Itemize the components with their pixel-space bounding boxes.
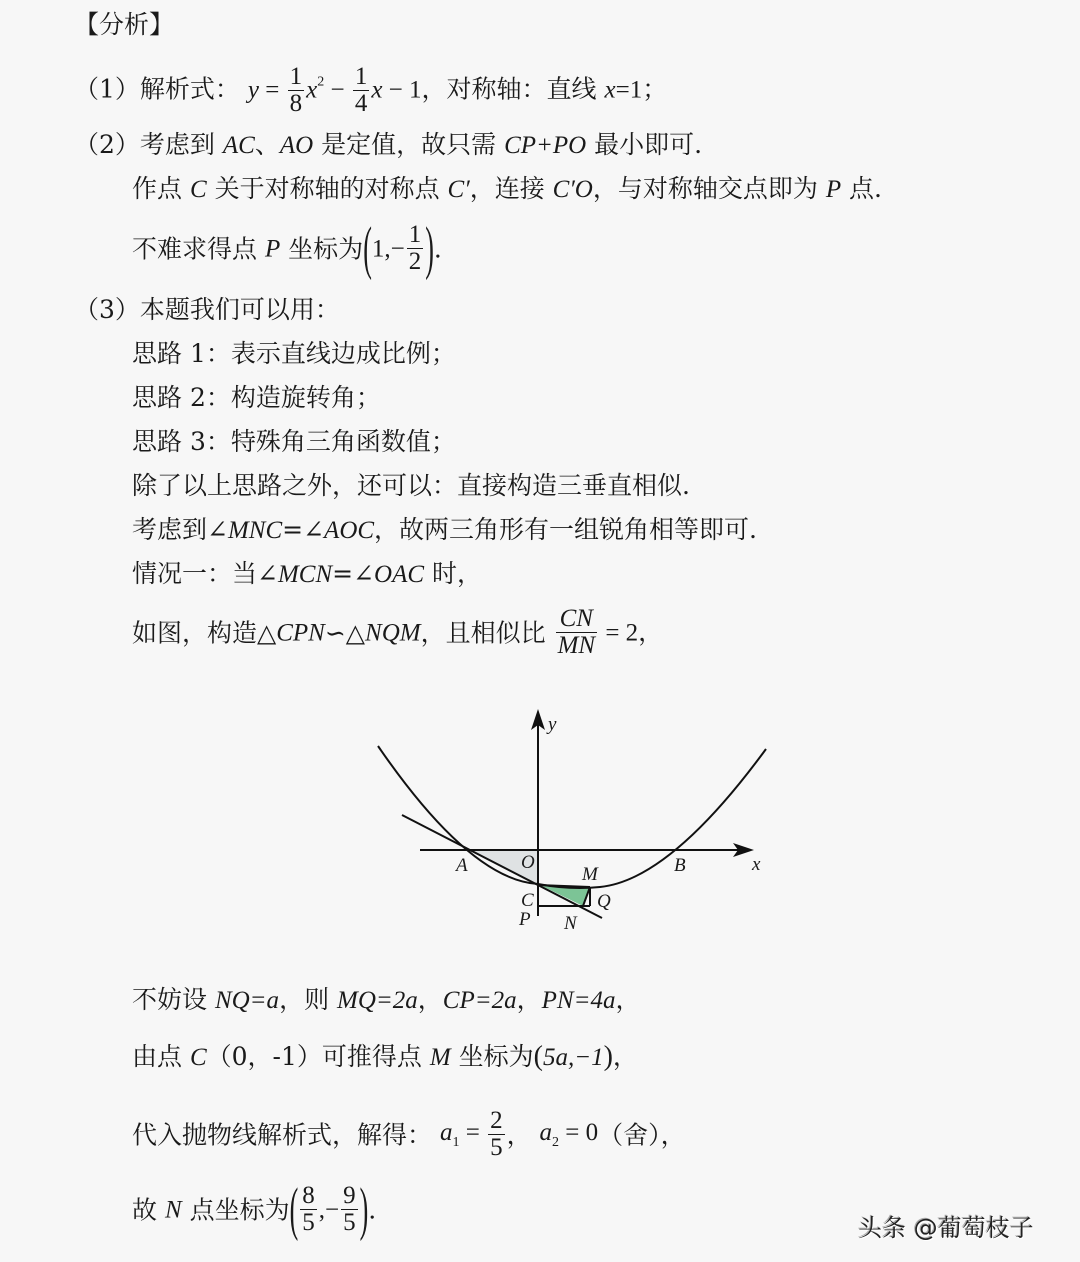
text: 点坐标为 bbox=[181, 1195, 290, 1225]
idea-2: 思路 2：构造旋转角； bbox=[132, 383, 381, 412]
expr-cp-po: CP+PO bbox=[504, 132, 587, 159]
text: 代入抛物线解析式，解得： bbox=[132, 1120, 433, 1150]
ratio-value: = 2， bbox=[599, 619, 664, 647]
idea-1: 思路 1：表示直线边成比例； bbox=[132, 339, 456, 368]
minus: − bbox=[324, 76, 351, 104]
text: （0，-1）可推得点 bbox=[206, 1042, 430, 1071]
text: 如图，构造△ bbox=[132, 618, 277, 648]
result-line bbox=[132, 1175, 377, 1242]
point-m: M bbox=[429, 1044, 451, 1071]
minus: − bbox=[390, 235, 405, 263]
text: 是定值，故只需 bbox=[313, 130, 505, 159]
part3-intro: （3）本题我们可以用： bbox=[74, 295, 340, 324]
axis-text: ，对称轴：直线 bbox=[421, 74, 605, 104]
text: 故 bbox=[132, 1195, 165, 1225]
exponent: 2 bbox=[317, 74, 325, 90]
text: =∠ bbox=[282, 515, 325, 544]
fraction-2-5: $\frac{2}{5}$ bbox=[490, 1107, 503, 1162]
point-c: C bbox=[189, 1044, 207, 1071]
fraction-1-8: $\frac{1}{8}$ bbox=[289, 63, 303, 118]
point-n: N bbox=[164, 1196, 182, 1224]
text: 最小即可. bbox=[586, 130, 703, 159]
var-x: x bbox=[604, 76, 616, 104]
left-paren: ( bbox=[533, 1041, 543, 1072]
angle-mnc: MNC bbox=[227, 517, 283, 544]
text: ， bbox=[615, 985, 641, 1014]
text: ，且相似比 bbox=[420, 618, 554, 648]
label-y: y bbox=[548, 714, 557, 735]
a2-expr: $a_2 = 0$ bbox=[539, 1119, 599, 1151]
right-paren: ) bbox=[425, 214, 434, 281]
label-a: A bbox=[456, 855, 468, 876]
text: （2）考虑到 bbox=[74, 130, 223, 159]
watermark: 头条 @葡萄枝子 bbox=[858, 1214, 1034, 1242]
text: ，则 bbox=[279, 985, 338, 1014]
label-b: B bbox=[674, 855, 686, 876]
left-paren: ( bbox=[289, 1175, 299, 1242]
label-p: P bbox=[519, 909, 531, 930]
triangle-cpn: CPN bbox=[276, 619, 325, 647]
fraction-cn-mn: $\frac{CN}{MN}$ bbox=[557, 605, 596, 660]
label-n: N bbox=[564, 913, 577, 934]
text: ，连接 bbox=[469, 174, 553, 203]
text: 点. bbox=[841, 174, 882, 203]
minus: − bbox=[325, 1196, 340, 1224]
parabola-curve bbox=[378, 746, 766, 888]
expr-nq: NQ=a bbox=[214, 987, 280, 1014]
right-paren: ) bbox=[603, 1041, 613, 1072]
left-paren: ( bbox=[363, 214, 372, 281]
angle-oac: OAC bbox=[374, 561, 425, 588]
besides-text: 除了以上思路之外，还可以：直接构造三垂直相似. bbox=[132, 471, 690, 500]
label-x: x bbox=[752, 854, 761, 875]
text: 坐标为 bbox=[450, 1042, 534, 1071]
part1-prefix: （1）解析式： bbox=[74, 74, 240, 104]
eq-sign: = bbox=[258, 76, 286, 104]
text: 由点 bbox=[132, 1042, 190, 1071]
text: ， bbox=[516, 985, 542, 1014]
text: ， bbox=[612, 1042, 638, 1071]
text: ， bbox=[506, 1120, 532, 1150]
fraction-8-5: $\frac{8}{5}$ bbox=[302, 1182, 315, 1237]
triangle-nqm: NQM bbox=[365, 619, 421, 647]
right-paren: ) bbox=[359, 1175, 369, 1242]
expr-pn: PN=4a bbox=[541, 987, 616, 1014]
constant: − 1 bbox=[382, 76, 422, 104]
label-c: C bbox=[521, 890, 534, 911]
label-m: M bbox=[582, 864, 598, 885]
text: ，故两三角形有一组锐角相等即可. bbox=[374, 515, 757, 544]
a1-expr: $a_1$ = bbox=[439, 1119, 487, 1151]
line-acn bbox=[402, 815, 602, 918]
var-x: x bbox=[306, 76, 318, 104]
similar-sign: ∽△ bbox=[324, 618, 366, 648]
text: 不难求得点 bbox=[132, 234, 265, 264]
fraction-9-5: $\frac{9}{5}$ bbox=[343, 1182, 356, 1237]
text: . bbox=[433, 234, 442, 264]
label-o: O bbox=[521, 852, 535, 873]
coord-x: 1, bbox=[371, 235, 391, 263]
var-y: y bbox=[247, 76, 259, 104]
var-x: x bbox=[371, 76, 383, 104]
segment-ao: AO bbox=[279, 132, 314, 159]
text: 关于对称轴的对称点 bbox=[206, 174, 448, 203]
idea-3: 思路 3：特殊角三角函数值； bbox=[132, 427, 456, 456]
text: 时， bbox=[424, 559, 482, 588]
text: （舍）， bbox=[598, 1120, 686, 1150]
point-p: P bbox=[825, 176, 842, 203]
text: ，与对称轴交点即为 bbox=[592, 174, 826, 203]
angle-aoc: AOC bbox=[324, 517, 375, 544]
text: =∠ bbox=[332, 559, 375, 588]
expr-mq: MQ=2a bbox=[337, 987, 418, 1014]
point-c: C bbox=[189, 176, 207, 203]
text: ， bbox=[417, 985, 443, 1014]
text: 作点 bbox=[132, 174, 190, 203]
text: 坐标为 bbox=[280, 234, 364, 264]
let-line bbox=[132, 987, 640, 1013]
point-c-prime: C′ bbox=[447, 176, 470, 203]
expr-cp: CP=2a bbox=[442, 987, 517, 1014]
label-q: Q bbox=[597, 891, 611, 912]
heading: 【分析】 bbox=[74, 10, 175, 39]
axis-value: =1； bbox=[615, 76, 668, 104]
text: . bbox=[368, 1195, 377, 1225]
solve-line bbox=[132, 1108, 686, 1162]
from-c-line bbox=[132, 1043, 638, 1071]
angle-mcn: MCN bbox=[277, 561, 333, 588]
text: 不妨设 bbox=[132, 985, 215, 1014]
segment-ac: AC bbox=[222, 132, 255, 159]
text: 、 bbox=[254, 130, 280, 159]
fraction-1-2: $\frac{1}{2}$ bbox=[408, 221, 422, 276]
text: 考虑到∠ bbox=[132, 515, 228, 544]
segment-c-prime-o: C′O bbox=[552, 176, 593, 203]
coord-m: 5a,−1 bbox=[542, 1044, 604, 1071]
fraction-1-4: $\frac{1}{4}$ bbox=[354, 63, 368, 118]
text: 情况一：当∠ bbox=[132, 559, 278, 588]
point-p: P bbox=[264, 235, 281, 263]
comma: , bbox=[318, 1196, 326, 1224]
